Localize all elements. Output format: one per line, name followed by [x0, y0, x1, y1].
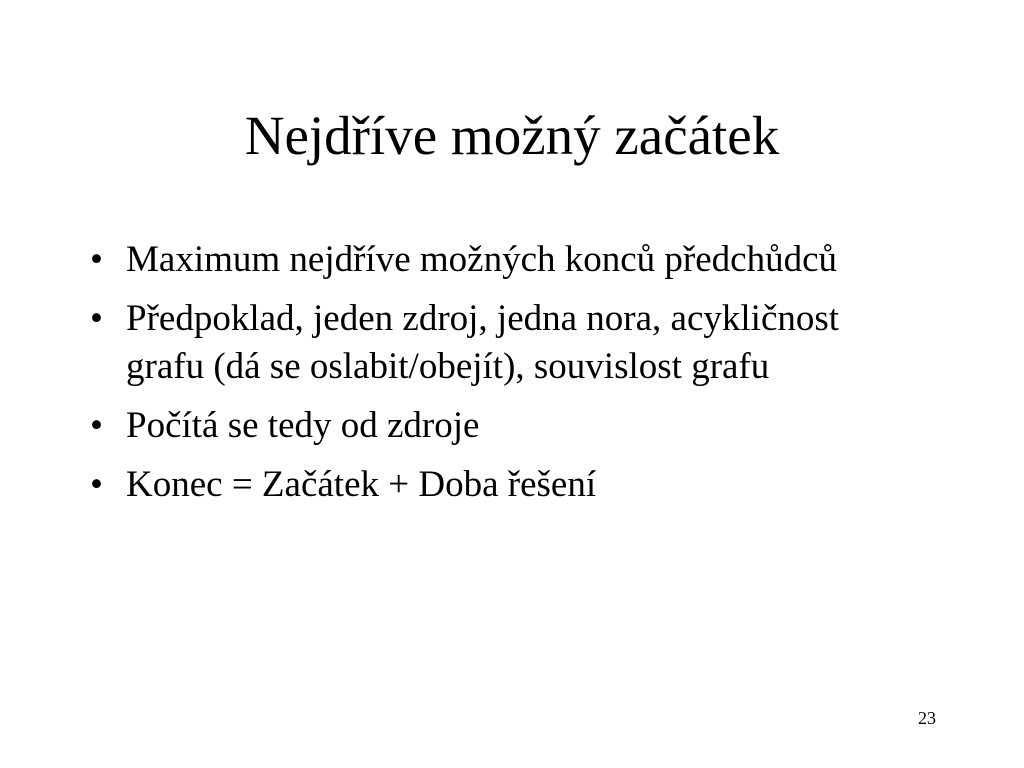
- bullet-item: [82, 236, 882, 284]
- slide-title: Nejdříve možný začátek: [244, 105, 780, 166]
- bullet-item: [82, 461, 882, 509]
- bullet-icon: •: [90, 464, 103, 505]
- bullet-icon: •: [90, 405, 103, 446]
- bullet-text: Počítá se tedy od zdroje: [126, 405, 480, 446]
- bullet-icon: •: [90, 239, 103, 280]
- bullet-text: Předpoklad, jeden zdroj, jedna nora, acykličnost grafu (dá se oslabit/obejít), souvislost grafu: [126, 298, 840, 387]
- bullet-icon: •: [90, 298, 103, 339]
- bullet-item: [82, 295, 882, 391]
- bullet-text: Konec = Začátek + Doba řešení: [126, 464, 597, 505]
- bullet-list: [82, 236, 882, 520]
- bullet-text: Maximum nejdříve možných konců předchůdců: [126, 239, 838, 280]
- page-number: 23: [918, 708, 936, 728]
- bullet-item: [82, 402, 882, 450]
